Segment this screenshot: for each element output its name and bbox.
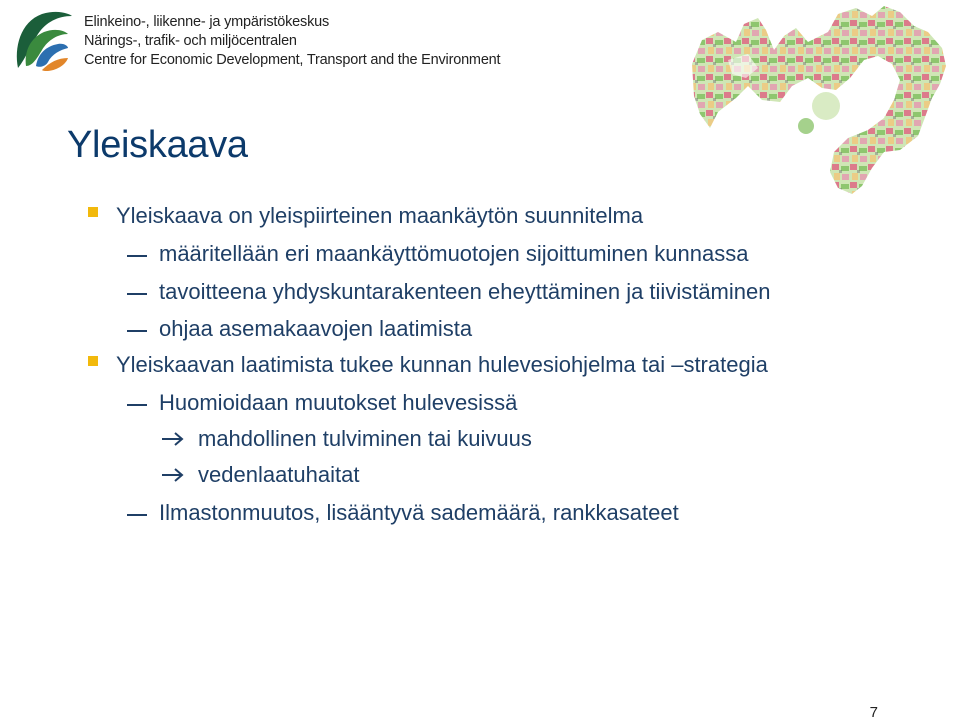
dash-marker xyxy=(127,514,147,516)
bullet-marker xyxy=(88,356,98,366)
org-name-english: Centre for Economic Development, Transport and the Environment xyxy=(84,52,501,68)
org-name-swedish: Närings-, trafik- och miljöcentralen xyxy=(84,33,297,49)
list-item: tavoitteena yhdyskuntarakenteen eheyttäminen ja tiivistäminen xyxy=(159,279,771,304)
dash-marker xyxy=(127,293,147,295)
general-plan-map-image xyxy=(688,2,950,200)
list-item: vedenlaatuhaitat xyxy=(198,462,360,487)
arrow-right-icon xyxy=(160,431,186,447)
list-item: Yleiskaava on yleispiirteinen maankäytön suunnitelma xyxy=(116,203,644,228)
list-item: Huomioidaan muutokset hulevesissä xyxy=(159,390,518,415)
dash-marker xyxy=(127,330,147,332)
bullet-marker xyxy=(88,207,98,217)
dash-marker xyxy=(127,255,147,257)
list-item: Yleiskaavan laatimista tukee kunnan hulevesiohjelma tai –strategia xyxy=(116,352,768,377)
slide-title: Yleiskaava xyxy=(67,124,248,166)
arrow-right-icon xyxy=(160,467,186,483)
org-name-finnish: Elinkeino-, liikenne- ja ympäristökeskus xyxy=(84,14,330,30)
ely-centre-logo xyxy=(12,8,74,74)
list-item: Ilmastonmuutos, lisääntyvä sademäärä, rankkasateet xyxy=(159,500,679,525)
organization-name xyxy=(84,13,500,70)
list-item: määritellään eri maankäyttömuotojen sijoittuminen kunnassa xyxy=(159,241,749,266)
list-item: ohjaa asemakaavojen laatimista xyxy=(159,316,473,341)
list-item: mahdollinen tulviminen tai kuivuus xyxy=(198,426,532,451)
dash-marker xyxy=(127,404,147,406)
page-number: 7 xyxy=(869,704,878,721)
